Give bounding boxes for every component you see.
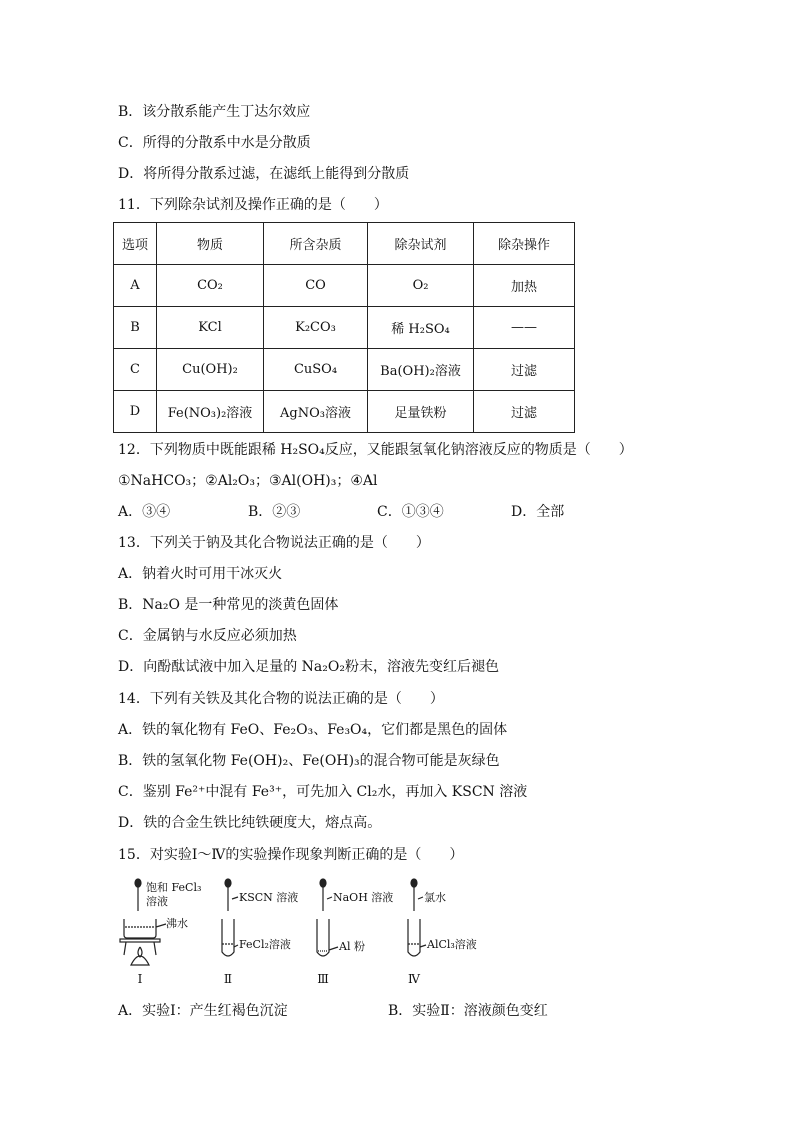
- q13-option-a: A．钠着火时可用干冰灭火: [118, 566, 283, 582]
- test-tube-icon: [222, 919, 234, 956]
- q15-option-b: B．实验Ⅱ：溶液颜色变红: [388, 1003, 548, 1019]
- figure-label: 氯水: [424, 891, 446, 904]
- q13-option-c: C．金属钠与水反应必须加热: [118, 628, 297, 644]
- table-cell: D: [114, 391, 157, 433]
- pointer-line: [420, 945, 426, 947]
- q14-stem: 14．下列有关铁及其化合物的说法正确的是（ ）: [118, 691, 444, 707]
- figure-label: 饱和 FeCl₃: [146, 881, 202, 894]
- table-cell: 加热: [474, 265, 575, 307]
- q12-list: ①NaHCO₃；②Al₂O₃；③Al(OH)₃；④Al: [118, 473, 378, 489]
- table-cell: O₂: [368, 265, 474, 307]
- table-cell: KCl: [157, 307, 264, 349]
- q15-stem: 15．对实验Ⅰ～Ⅳ的实验操作现象判断正确的是（ ）: [118, 847, 464, 863]
- figure-numeral: Ⅱ: [223, 972, 233, 986]
- table-header-cell: 除杂操作: [474, 223, 575, 265]
- pointer-line: [156, 924, 166, 927]
- q12-option-b: B．②③: [248, 504, 301, 520]
- table-header-cell: 除杂试剂: [368, 223, 474, 265]
- table-cell: CO₂: [157, 265, 264, 307]
- table-cell: 过滤: [474, 391, 575, 433]
- table-cell: 足量铁粉: [368, 391, 474, 433]
- table-cell: Fe(NO₃)₂溶液: [157, 391, 264, 433]
- q13-option-d: D．向酚酞试液中加入足量的 Na₂O₂粉末，溶液先变红后褪色: [118, 659, 499, 675]
- table-cell: CO: [264, 265, 368, 307]
- figure-label: Al 粉: [339, 940, 365, 953]
- tripod-leg-icon: [124, 942, 126, 955]
- q14-option-d: D．铁的合金生铁比纯铁硬度大，熔点高。: [118, 815, 382, 831]
- table-row: [114, 265, 575, 307]
- q12-option-a: A．③④: [118, 504, 171, 520]
- table-cell: 过滤: [474, 349, 575, 391]
- q14-option-c: C．鉴别 Fe²⁺中混有 Fe³⁺，可先加入 Cl₂水，再加入 KSCN 溶液: [118, 784, 528, 800]
- table-cell: A: [114, 265, 157, 307]
- q13-option-b: B．Na₂O 是一种常见的淡黄色固体: [118, 597, 339, 613]
- q11-table: [113, 222, 575, 433]
- dropper-bulb-icon: [320, 879, 326, 887]
- q10-option-b: B．该分散系能产生丁达尔效应: [118, 104, 311, 120]
- table-header-cell: 所含杂质: [264, 223, 368, 265]
- figure-label: 沸水: [166, 917, 188, 930]
- figure-numeral: Ⅲ: [317, 972, 329, 986]
- figure-label: NaOH 溶液: [333, 891, 394, 904]
- figure-label: FeCl₂溶液: [239, 938, 291, 951]
- table-cell: Cu(OH)₂: [157, 349, 264, 391]
- figure-label: AlCl₃溶液: [427, 938, 477, 951]
- table-cell: C: [114, 349, 157, 391]
- pointer-line: [234, 945, 238, 947]
- q12-option-d: D．全部: [511, 504, 565, 520]
- figure-numeral: Ⅳ: [408, 972, 420, 986]
- table-cell: AgNO₃溶液: [264, 391, 368, 433]
- table-cell: K₂CO₃: [264, 307, 368, 349]
- q14-option-a: A．铁的氧化物有 FeO、Fe₂O₃、Fe₃O₄，它们都是黑色的固体: [118, 722, 508, 738]
- figure-label: KSCN 溶液: [239, 891, 299, 904]
- q12-option-c: C．①③④: [377, 504, 444, 520]
- q10-option-d: D．将所得分散系过滤，在滤纸上能得到分散质: [118, 166, 410, 182]
- table-cell: 稀 H₂SO₄: [368, 307, 474, 349]
- experiment-figure: [118, 877, 518, 987]
- figure-numeral: Ⅰ: [137, 972, 143, 986]
- q10-option-c: C．所得的分散系中水是分散质: [118, 135, 311, 151]
- wire-gauze-icon: [120, 939, 160, 942]
- table-row: [114, 391, 575, 433]
- table-cell: Ba(OH)₂溶液: [368, 349, 474, 391]
- table-row: [114, 349, 575, 391]
- table-cell: ——: [474, 307, 575, 349]
- q11-stem: 11．下列除杂试剂及操作正确的是（ ）: [118, 197, 388, 213]
- table-header-cell: 物质: [157, 223, 264, 265]
- q12-stem: 12．下列物质中既能跟稀 H₂SO₄反应，又能跟氢氧化钠溶液反应的物质是（ ）: [118, 442, 633, 458]
- table-cell: B: [114, 307, 157, 349]
- dropper-bulb-icon: [411, 879, 417, 887]
- pointer-line: [329, 947, 338, 950]
- dropper-bulb-icon: [135, 879, 141, 887]
- tripod-leg-icon: [154, 942, 156, 955]
- pointer-line: [327, 897, 332, 899]
- figure-label: 溶液: [146, 895, 168, 908]
- dropper-bulb-icon: [225, 879, 231, 887]
- pointer-line: [232, 897, 238, 899]
- q15-option-a: A．实验Ⅰ：产生红褐色沉淀: [118, 1003, 288, 1019]
- table-header-row: [114, 223, 575, 265]
- pointer-line: [418, 897, 423, 899]
- q13-stem: 13．下列关于钠及其化合物说法正确的是（ ）: [118, 535, 430, 551]
- table-header-cell: 选项: [114, 223, 157, 265]
- table-row: [114, 307, 575, 349]
- test-tube-icon: [408, 919, 420, 956]
- beaker-icon: [124, 919, 156, 938]
- table-cell: CuSO₄: [264, 349, 368, 391]
- q14-option-b: B．铁的氢氧化物 Fe(OH)₂、Fe(OH)₃的混合物可能是灰绿色: [118, 753, 500, 769]
